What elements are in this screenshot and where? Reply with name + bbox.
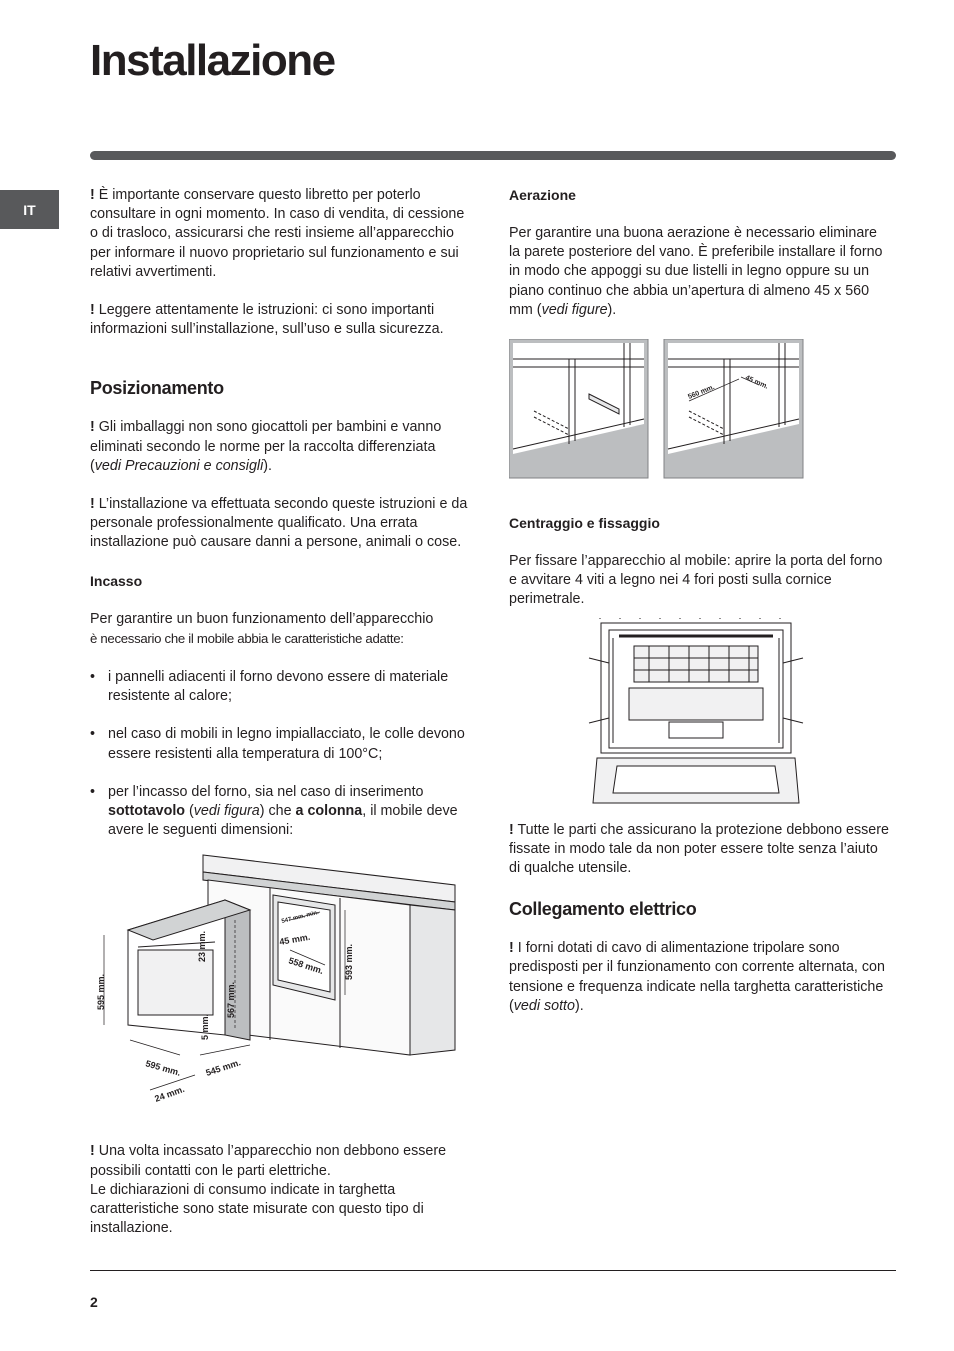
footer-rule xyxy=(90,1270,896,1271)
warning-mark: ! xyxy=(509,821,514,838)
incasso-heading: Incasso xyxy=(90,572,143,589)
incasso-requirements-list xyxy=(90,668,470,840)
dim-label-558: 558 mm. xyxy=(287,955,325,977)
dim-label-595-vertical: 595 mm. xyxy=(96,974,106,1011)
dim-label-595-horizontal: 595 mm. xyxy=(144,1058,182,1079)
intro-paragraph-2: ! Leggere attentamente le istruzioni: ci sono importanti informazioni sull’installazione, sull’uso e sulla sicurezza. xyxy=(90,302,444,338)
right-column xyxy=(509,186,889,1035)
vent-label-45: 45 mm. xyxy=(744,374,770,391)
dim-label-45: 45 mm. xyxy=(278,932,311,948)
page-title: Installazione xyxy=(90,36,335,85)
posizionamento-heading: Posizionamento xyxy=(90,378,224,399)
intro-paragraph-1: ! È importante conservare questo libretto per poterlo consultare in ogni momento. In caso di vendita, di cessione o di trasloco, assicurarsi che resti insieme all’apparecchio per informare il nuovo proprietario sul funzionamento e sui relativi avvertimenti. xyxy=(90,187,465,280)
incasso-paragraph: Per garantire un buon funzionamento dell’apparecchio è necessario che il mobile abbia le caratteristiche adatte: xyxy=(90,610,434,646)
dim-label-545: 545 mm. xyxy=(204,1057,242,1079)
warning-mark: ! xyxy=(90,496,95,513)
posizionamento-paragraph-1: ! Gli imballaggi non sono giocattoli per bambini e vanno eliminati secondo le norme per la raccolta differenziata (vedi Precauzioni e consigli). xyxy=(90,419,442,474)
centraggio-heading: Centraggio e fissaggio xyxy=(509,515,660,532)
list-item: • i pannelli adiacenti il forno devono essere di materiale resistente al calore; xyxy=(90,668,470,706)
dim-label-5: 5 mm. xyxy=(200,1014,210,1041)
posizionamento-paragraph-2: ! L’installazione va effettuata secondo queste istruzioni e da personale professionalmente qualificato. Una errata installazione può causare danni a persone, animali o cose. xyxy=(90,496,468,551)
dim-label-593: 593 mm. xyxy=(344,944,354,981)
final-paragraph: ! Una volta incassato l’apparecchio non debbono essere possibili contatti con le parti elettriche. Le dichiarazioni di consumo indicate in targhetta caratteristiche sono state misurate con questo tipo di installazione. xyxy=(90,1143,447,1237)
collegamento-heading: Collegamento elettrico xyxy=(509,899,697,920)
list-item: • per l’incasso del forno, sia nel caso di inserimento sottotavolo (vedi figura) che a colonna, il mobile deve avere le seguenti dimensioni: xyxy=(90,783,470,841)
protezione-paragraph: ! Tutte le parti che assicurano la protezione debbono essere fissate in modo tale da non poter essere tolte senza l’aiuto di qualche utensile. xyxy=(509,821,889,877)
dim-label-547: 547 mm. min. xyxy=(281,910,320,926)
page-number: 2 xyxy=(90,1294,98,1310)
aerazione-heading: Aerazione xyxy=(509,187,576,203)
dim-label-24: 24 mm. xyxy=(153,1084,186,1105)
collegamento-paragraph: ! I forni dotati di cavo di alimentazione tripolare sono predisposti per il funzionamento con corrente alternata, con tensione e frequenza indicate nella targhetta caratteristiche (vedi sotto). xyxy=(509,940,885,1014)
centraggio-paragraph: Per fissare l’apparecchio al mobile: aprire la porta del forno e avvitare 4 viti a legno nei 4 fori posti sulla cornice perimetrale. xyxy=(509,553,883,608)
header-rule xyxy=(90,151,896,160)
left-column xyxy=(90,186,470,1257)
oven-fixing-diagram xyxy=(509,618,809,813)
language-tab: IT xyxy=(0,190,59,229)
list-item: • nel caso di mobili in legno impiallacciato, le colle devono essere resistenti alla temperatura di 100°C; xyxy=(90,725,470,763)
warning-mark: ! xyxy=(90,1143,95,1160)
vent-label-560: 560 mm. xyxy=(687,383,716,401)
warning-mark: ! xyxy=(90,419,95,436)
dim-label-567: 567 mm. xyxy=(226,982,236,1019)
aerazione-paragraph: Per garantire una buona aerazione è necessario eliminare la parete posteriore del vano. È preferibile installare il forno in modo che appoggi su due listelli in legno oppure su un piano continuo che abbia un’apertura di almeno 45 x 560 mm (vedi figure). xyxy=(509,225,883,318)
warning-mark: ! xyxy=(90,302,95,319)
warning-mark: ! xyxy=(90,187,95,203)
warning-mark: ! xyxy=(509,940,514,957)
installation-dimensions-diagram xyxy=(90,850,470,1130)
dim-label-23: 23 mm. xyxy=(197,931,207,963)
ventilation-diagrams xyxy=(509,339,809,484)
